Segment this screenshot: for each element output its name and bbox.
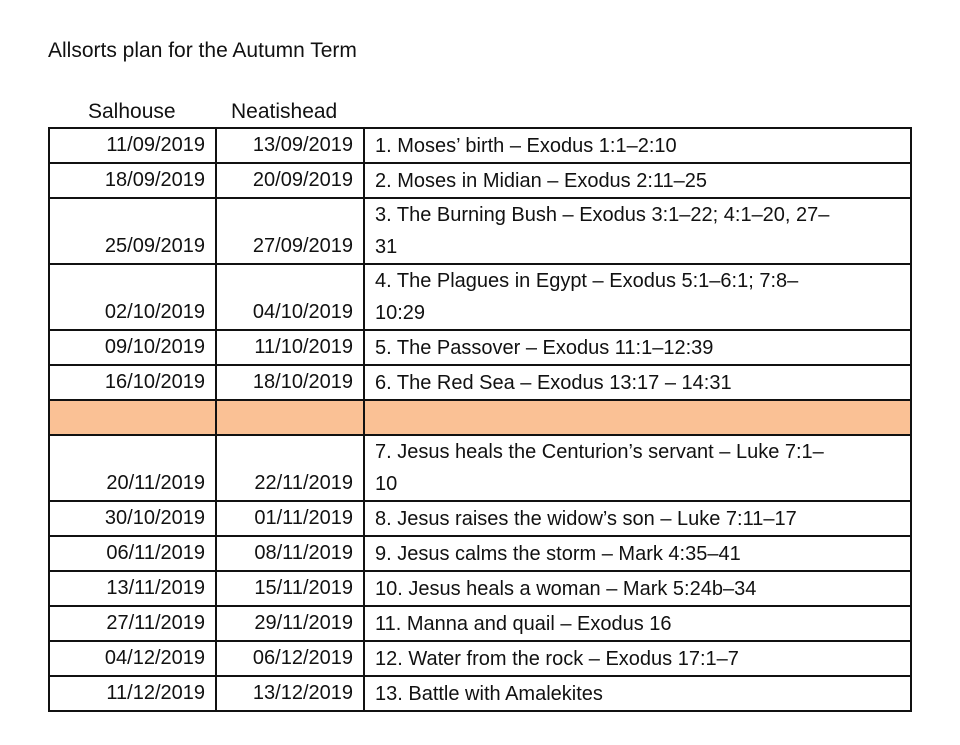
neatishead-date-cell: 18/10/2019: [216, 365, 364, 400]
salhouse-date-cell: 18/09/2019: [49, 163, 216, 198]
session-topic-cell: [364, 198, 911, 264]
salhouse-date-cell: 27/11/2019: [49, 606, 216, 641]
topic-text: 1. Moses’ birth – Exodus 1:1–2:10: [375, 135, 677, 157]
neatishead-date-cell: 29/11/2019: [216, 606, 364, 641]
table-row: [49, 501, 911, 536]
topic-text: 10. Jesus heals a woman – Mark 5:24b–34: [375, 578, 757, 600]
neatishead-date-cell: 13/09/2019: [216, 128, 364, 163]
session-topic-cell: [364, 606, 911, 641]
topic-text: 2. Moses in Midian – Exodus 2:11–25: [375, 170, 708, 192]
salhouse-date-cell: 20/11/2019: [49, 435, 216, 501]
column-header-neatishead: Neatishead: [231, 100, 338, 123]
table-row: [49, 606, 911, 641]
table-row: [49, 435, 911, 501]
table-row-break: [49, 400, 911, 435]
neatishead-date-cell: 20/09/2019: [216, 163, 364, 198]
table-row: [49, 571, 911, 606]
session-topic-cell: [364, 435, 911, 501]
salhouse-date-cell: [49, 400, 216, 435]
session-topic-cell: [364, 641, 911, 676]
salhouse-date-cell: 02/10/2019: [49, 264, 216, 330]
neatishead-date-cell: 11/10/2019: [216, 330, 364, 365]
topic-text: 31: [375, 236, 398, 258]
neatishead-date-cell: 13/12/2019: [216, 676, 364, 711]
session-topic-cell: [364, 501, 911, 536]
session-topic-cell: [364, 330, 911, 365]
document-title: Allsorts plan for the Autumn Term: [48, 39, 357, 62]
topic-text: 5. The Passover – Exodus 11:1–12:39: [375, 337, 714, 359]
table-row: [49, 536, 911, 571]
table-row: [49, 330, 911, 365]
session-topic-cell: [364, 571, 911, 606]
salhouse-date-cell: 30/10/2019: [49, 501, 216, 536]
neatishead-date-cell: 01/11/2019: [216, 501, 364, 536]
topic-text: 11. Manna and quail – Exodus 16: [375, 613, 672, 635]
session-topic-cell: [364, 536, 911, 571]
neatishead-date-cell: 08/11/2019: [216, 536, 364, 571]
salhouse-date-cell: 16/10/2019: [49, 365, 216, 400]
salhouse-date-cell: 25/09/2019: [49, 198, 216, 264]
table-row: [49, 128, 911, 163]
neatishead-date-cell: 15/11/2019: [216, 571, 364, 606]
neatishead-date-cell: 22/11/2019: [216, 435, 364, 501]
session-topic-cell: [364, 128, 911, 163]
table-row: [49, 641, 911, 676]
session-topic-cell: [364, 400, 911, 435]
session-topic-cell: [364, 264, 911, 330]
salhouse-date-cell: 11/09/2019: [49, 128, 216, 163]
neatishead-date-cell: 04/10/2019: [216, 264, 364, 330]
topic-text: 3. The Burning Bush – Exodus 3:1–22; 4:1–20, 27–: [375, 204, 830, 226]
topic-text: 10: [375, 473, 398, 495]
topic-text: 9. Jesus calms the storm – Mark 4:35–41: [375, 543, 741, 565]
topic-text: 4. The Plagues in Egypt – Exodus 5:1–6:1; 7:8–: [375, 270, 799, 292]
table-row: [49, 676, 911, 711]
table-row: [49, 163, 911, 198]
topic-text: 10:29: [375, 302, 426, 324]
topic-text: 7. Jesus heals the Centurion’s servant – Luke 7:1–: [375, 441, 824, 463]
topic-text: 8. Jesus raises the widow’s son – Luke 7:11–17: [375, 508, 797, 530]
session-topic-cell: [364, 163, 911, 198]
salhouse-date-cell: 04/12/2019: [49, 641, 216, 676]
topic-text: 13. Battle with Amalekites: [375, 683, 603, 705]
session-topic-cell: [364, 676, 911, 711]
session-topic-cell: [364, 365, 911, 400]
column-header-salhouse: Salhouse: [88, 100, 176, 123]
neatishead-date-cell: [216, 400, 364, 435]
plan-table: [48, 127, 912, 712]
topic-text: 6. The Red Sea – Exodus 13:17 – 14:31: [375, 372, 732, 394]
salhouse-date-cell: 06/11/2019: [49, 536, 216, 571]
salhouse-date-cell: 09/10/2019: [49, 330, 216, 365]
salhouse-date-cell: 11/12/2019: [49, 676, 216, 711]
neatishead-date-cell: 06/12/2019: [216, 641, 364, 676]
table-row: [49, 264, 911, 330]
neatishead-date-cell: 27/09/2019: [216, 198, 364, 264]
topic-text: 12. Water from the rock – Exodus 17:1–7: [375, 648, 739, 670]
table-row: [49, 365, 911, 400]
table-row: [49, 198, 911, 264]
salhouse-date-cell: 13/11/2019: [49, 571, 216, 606]
